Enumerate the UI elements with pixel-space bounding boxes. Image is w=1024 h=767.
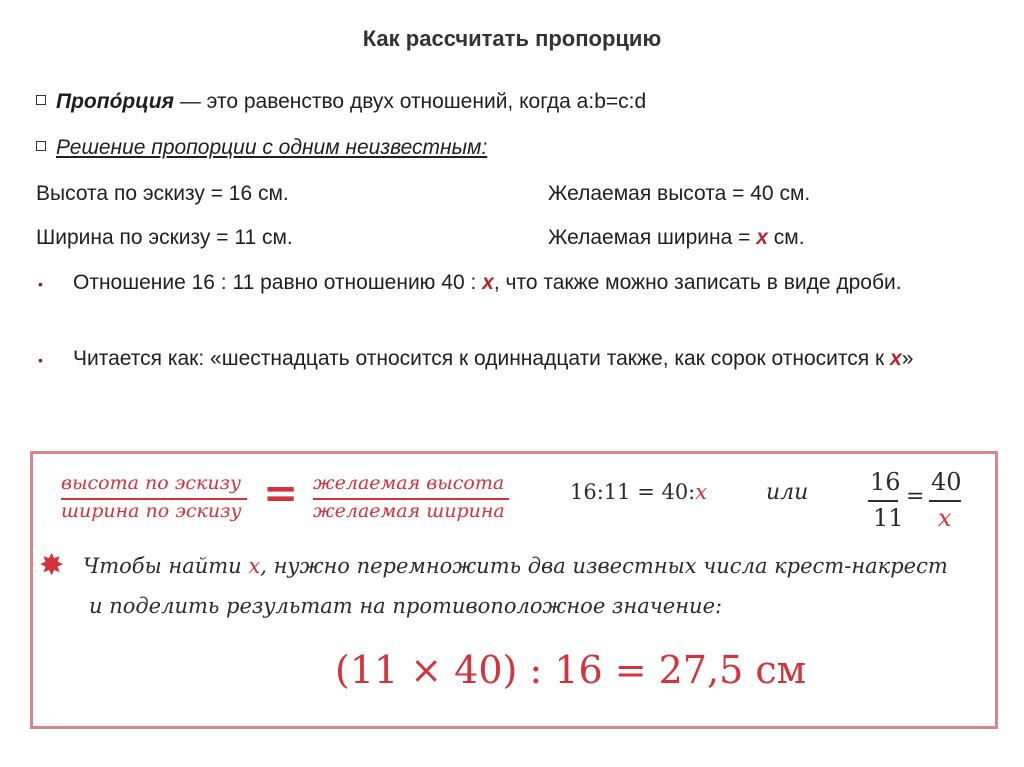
- row-left-width: Ширина по эскизу = 11 см.: [36, 226, 293, 249]
- ratio-x: x: [695, 480, 708, 504]
- unknown-x: x: [890, 347, 902, 370]
- row-left-height: Высота по эскизу = 16 см.: [36, 182, 289, 205]
- fraction-40-x-bar: [929, 500, 961, 502]
- equals-sign: =: [263, 468, 299, 517]
- rule-line-1-start: Чтобы найти: [83, 554, 249, 578]
- subheading: Решение пропорции с одним неизвестным:: [56, 136, 488, 159]
- subheading-line: [36, 136, 487, 160]
- fraction-left-denominator: ширина по эскизу: [61, 500, 242, 522]
- row-right-width: [548, 226, 805, 250]
- formula-box: [30, 451, 998, 729]
- bullet-dot-icon: •: [38, 352, 43, 368]
- rule-line-1-end: , нужно перемножить два известных числа крест-накрест: [260, 554, 948, 578]
- definition-text: — это равенство двух отношений, когда a:b=c:d: [174, 90, 647, 113]
- bullet-dot-icon: •: [38, 276, 43, 292]
- page-title: Как рассчитать пропорцию: [362, 26, 662, 51]
- checkbox-bullet-icon: [36, 141, 46, 151]
- fraction-40: 40: [931, 468, 962, 496]
- rule-x: х: [248, 554, 261, 578]
- fraction-16: 16: [870, 468, 901, 496]
- result-formula: (11 × 40) : 16 = 27,5 см: [335, 648, 807, 692]
- fraction-16-11-bar: [868, 500, 898, 502]
- row-right-width-unit: см.: [767, 226, 805, 249]
- bullet-1-rest: , что также можно записать в виде дроби.: [493, 271, 902, 294]
- definition-term: Пропо́рция: [56, 90, 175, 113]
- bullet-paragraph-2: [73, 342, 983, 376]
- row-right-height: Желаемая высота = 40 см.: [548, 182, 811, 205]
- rule-line-1: [83, 554, 948, 578]
- fraction-x: x: [938, 504, 952, 532]
- bullet-2-rest: »: [901, 347, 914, 370]
- fraction-right-numerator: желаемая высота: [313, 472, 505, 494]
- definition-line: [36, 90, 646, 114]
- ratio-expression: [570, 480, 707, 504]
- or-word: или: [766, 480, 809, 505]
- star-icon: ✸: [39, 548, 65, 583]
- row-right-width-text: Желаемая ширина =: [548, 226, 757, 249]
- bullet-2-text: Читается как: «шестнадцать относится к одиннадцати также, как сорок относится к: [73, 347, 890, 370]
- unknown-x: x: [756, 226, 768, 249]
- fraction-11: 11: [873, 504, 904, 532]
- ratio-expression-text: 16:11 = 40:: [570, 480, 696, 504]
- bullet-paragraph-1: [73, 266, 983, 300]
- fraction-left-numerator: высота по эскизу: [61, 472, 241, 494]
- fraction-right-denominator: желаемая ширина: [313, 500, 505, 522]
- fraction-equals: =: [906, 484, 925, 509]
- checkbox-bullet-icon: [36, 95, 46, 105]
- rule-line-2: и поделить результат на противоположное значение:: [89, 594, 723, 618]
- bullet-1-text: Отношение 16 : 11 равно отношению 40 :: [73, 271, 483, 294]
- unknown-x: x: [482, 271, 494, 294]
